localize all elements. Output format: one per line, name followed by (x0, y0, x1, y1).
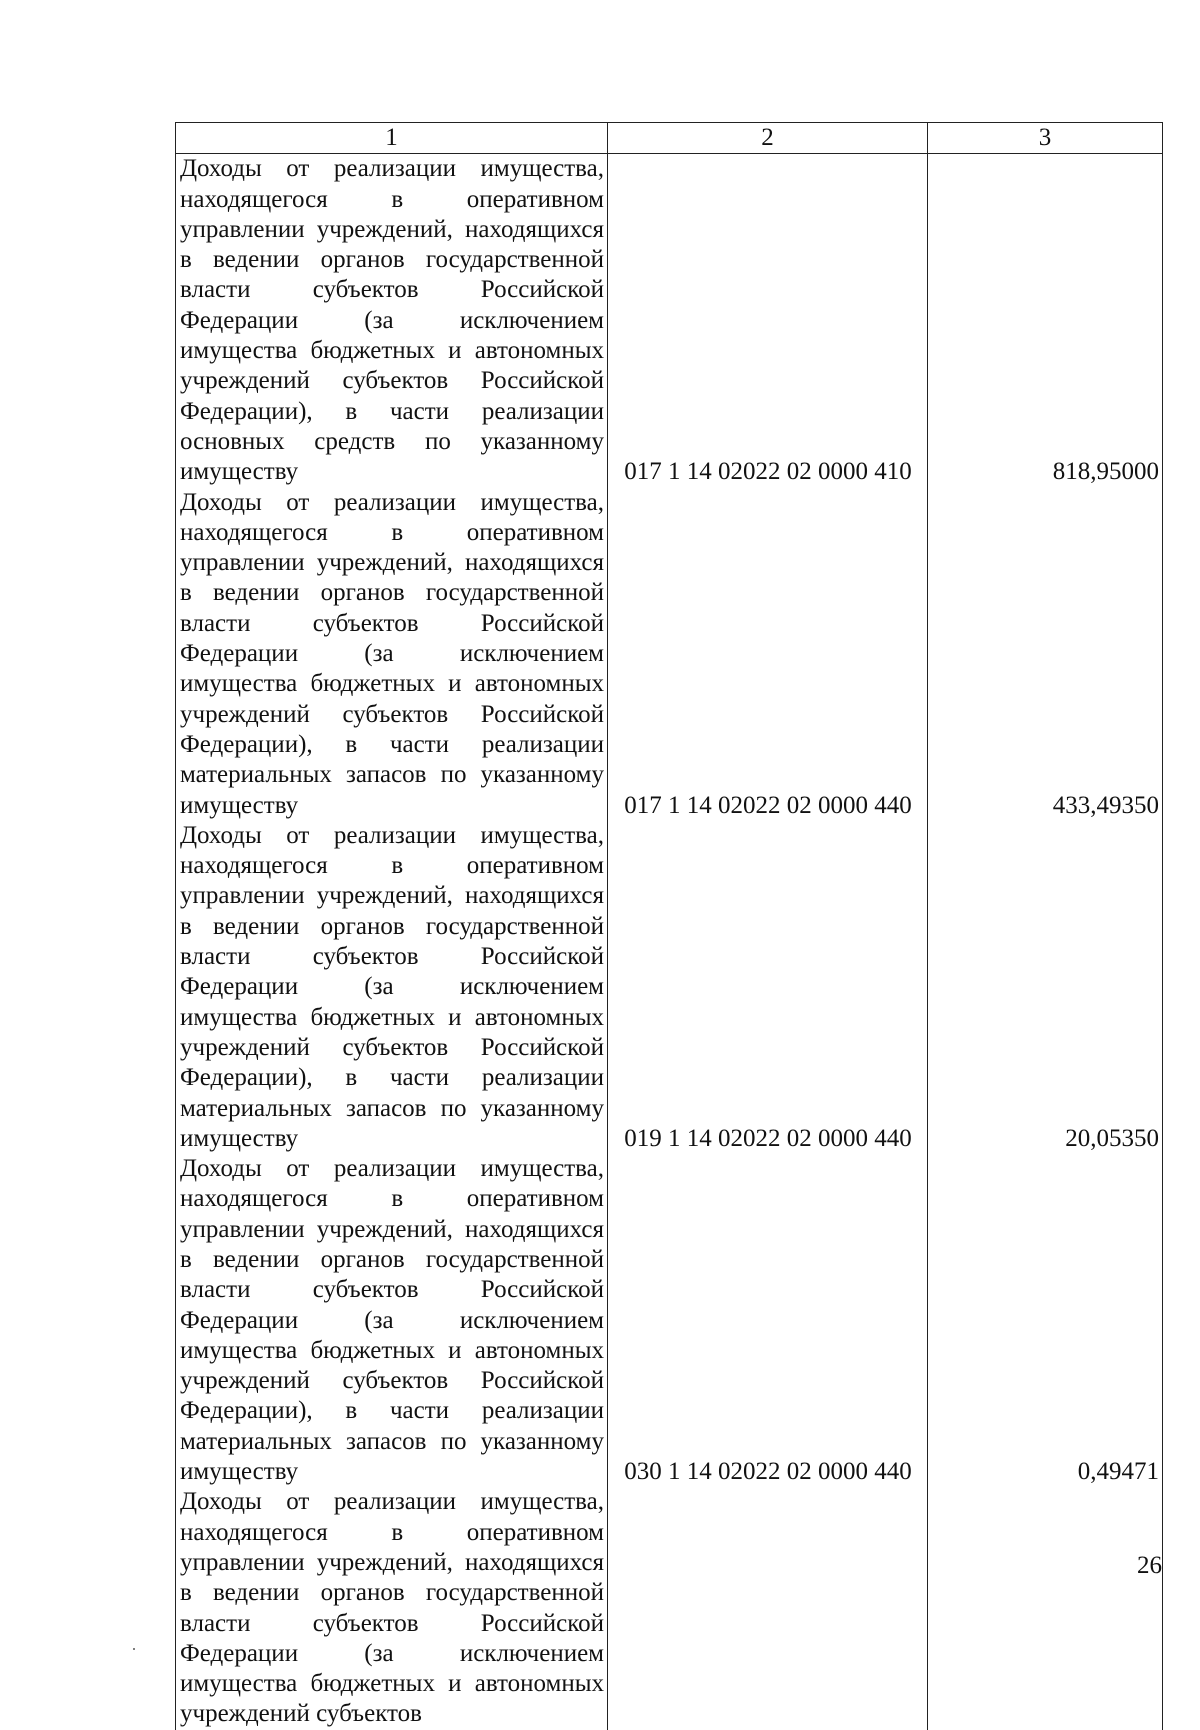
budget-classification-code: 017 1 14 02022 02 0000 410 (608, 154, 928, 488)
table-row (176, 154, 1163, 488)
revenue-amount: 20,05350 (928, 821, 1163, 1154)
budget-classification-code: 019 1 14 02022 02 0000 440 (608, 821, 928, 1154)
revenue-amount (928, 1487, 1163, 1729)
table-row (176, 488, 1163, 821)
budget-classification-code: 017 1 14 02022 02 0000 440 (608, 488, 928, 821)
revenue-table (175, 122, 1163, 1730)
scan-speck (133, 1648, 135, 1650)
revenue-description: Доходы от реализации имущества, находящегося в оперативном управлении учреждений, находящихся в ведении органов государственной власти субъектов Российской Федерации (за исключением имущества бюджетных и автономных учреждений субъектов (176, 1487, 608, 1729)
revenue-amount: 0,49471 (928, 1154, 1163, 1487)
page-number: 26 (1137, 1552, 1162, 1579)
budget-classification-code (608, 1487, 928, 1729)
table-header-row (176, 123, 1163, 154)
table-row (176, 1154, 1163, 1487)
revenue-amount: 433,49350 (928, 488, 1163, 821)
column-header-2: 2 (608, 123, 928, 154)
table-row (176, 821, 1163, 1154)
column-header-1: 1 (176, 123, 608, 154)
table-row (176, 1487, 1163, 1729)
revenue-description: Доходы от реализации имущества, находящегося в оперативном управлении учреждений, находящихся в ведении органов государственной власти субъектов Российской Федерации (за исключением имущества бюджетных и автономных учреждений субъектов Российской Федерации), в части реализации материальных запасов по указанному имуществу (176, 488, 608, 821)
revenue-description: Доходы от реализации имущества, находящегося в оперативном управлении учреждений, находящихся в ведении органов государственной власти субъектов Российской Федерации (за исключением имущества бюджетных и автономных учреждений субъектов Российской Федерации), в части реализации материальных запасов по указанному имуществу (176, 1154, 608, 1487)
revenue-description: Доходы от реализации имущества, находящегося в оперативном управлении учреждений, находящихся в ведении органов государственной власти субъектов Российской Федерации (за исключением имущества бюджетных и автономных учреждений субъектов Российской Федерации), в части реализации основных средств по указанному имуществу (176, 154, 608, 488)
revenue-description: Доходы от реализации имущества, находящегося в оперативном управлении учреждений, находящихся в ведении органов государственной власти субъектов Российской Федерации (за исключением имущества бюджетных и автономных учреждений субъектов Российской Федерации), в части реализации материальных запасов по указанному имуществу (176, 821, 608, 1154)
column-header-3: 3 (928, 123, 1163, 154)
budget-classification-code: 030 1 14 02022 02 0000 440 (608, 1154, 928, 1487)
revenue-amount: 818,95000 (928, 154, 1163, 488)
